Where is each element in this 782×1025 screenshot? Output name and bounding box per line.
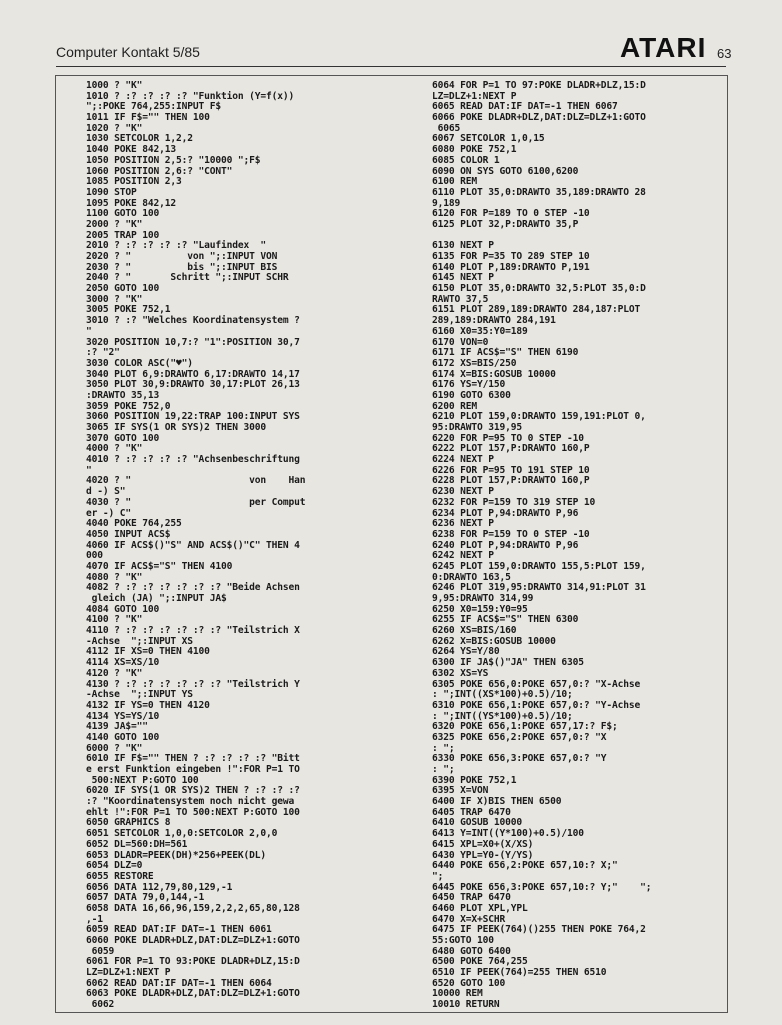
code-line: 6250 X0=159:Y0=95 bbox=[432, 603, 528, 615]
code-line: 6415 XPL=X0+(X/XS) bbox=[432, 838, 534, 850]
listing-column-right bbox=[432, 81, 722, 1011]
code-line: 6050 GRAPHICS 8 bbox=[86, 817, 171, 829]
code-line: 6390 POKE 752,1 bbox=[432, 774, 517, 786]
code-line: 6120 FOR P=189 TO 0 STEP -10 bbox=[432, 208, 590, 220]
code-line: 6052 DL=560:DH=561 bbox=[86, 838, 188, 850]
code-line: 3060 POSITION 19,22:TRAP 100:INPUT SYS bbox=[86, 411, 300, 423]
code-line: 2020 ? " von ";:INPUT VON bbox=[86, 251, 278, 262]
code-line: 3020 POSITION 10,7:? "1":POSITION 30,7 bbox=[86, 336, 300, 348]
code-line: 2050 GOTO 100 bbox=[86, 283, 160, 295]
code-line: 6400 IF X)BIS THEN 6500 bbox=[432, 796, 562, 808]
code-line: 6054 DLZ=0 bbox=[86, 860, 143, 872]
code-line: 6255 IF ACS$="S" THEN 6300 bbox=[432, 614, 579, 626]
code-line: 0:DRAWTO 163,5 bbox=[432, 571, 511, 583]
code-line: 4100 ? "K" bbox=[86, 614, 143, 626]
code-line: 2000 ? "K" bbox=[86, 218, 143, 230]
code-line: 2005 TRAP 100 bbox=[86, 229, 160, 241]
code-line: 4050 INPUT ACS$ bbox=[86, 528, 171, 540]
code-line: 6410 GOSUB 10000 bbox=[432, 817, 523, 829]
code-line: 6053 DLADR=PEEK(DH)*256+PEEK(DL) bbox=[86, 849, 267, 861]
code-line: : "; bbox=[432, 764, 455, 775]
code-line: 4020 ? " von Han bbox=[86, 475, 306, 487]
code-line: 6174 X=BIS:GOSUB 10000 bbox=[432, 368, 556, 380]
code-line: 4132 IF YS=0 THEN 4120 bbox=[86, 699, 210, 711]
code-line: 4040 POKE 764,255 bbox=[86, 518, 182, 530]
code-line: 6170 VON=0 bbox=[432, 336, 489, 348]
code-line: 6405 TRAP 6470 bbox=[432, 806, 511, 818]
code-line: 6395 X=VON bbox=[432, 785, 489, 797]
code-line: :DRAWTO 35,13 bbox=[86, 389, 160, 401]
code-line: 1095 POKE 842,12 bbox=[86, 197, 177, 209]
code-line: 2010 ? :? :? :? :? "Laufindex " bbox=[86, 240, 267, 252]
code-line: 000 bbox=[86, 550, 103, 562]
code-line: d -) S" bbox=[86, 486, 126, 498]
code-line: 6140 PLOT P,189:DRAWTO P,191 bbox=[432, 261, 590, 273]
code-line: : ";INT((YS*100)+0.5)/10; bbox=[432, 710, 573, 722]
code-line: 4140 GOTO 100 bbox=[86, 731, 160, 743]
code-line: 6061 FOR P=1 TO 93:POKE DLADR+DLZ,15:D bbox=[86, 956, 300, 968]
code-line: 4010 ? :? :? :? :? "Achsenbeschriftung bbox=[86, 454, 300, 466]
page-number: 63 bbox=[717, 46, 732, 61]
code-line: 4084 GOTO 100 bbox=[86, 603, 160, 615]
code-line: 6300 IF JA$()"JA" THEN 6305 bbox=[432, 657, 584, 669]
code-line: 6310 POKE 656,1:POKE 657,0:? "Y-Achse bbox=[432, 699, 641, 711]
code-line: 4120 ? "K" bbox=[86, 667, 143, 679]
code-line: 6246 PLOT 319,95:DRAWTO 314,91:PLOT 31 bbox=[432, 582, 646, 594]
code-line: 2030 ? " bis ";:INPUT BIS bbox=[86, 261, 278, 273]
header-rule bbox=[56, 66, 726, 67]
code-line: 1090 STOP bbox=[86, 186, 137, 198]
code-line: 6010 IF F$="" THEN ? :? :? :? :? "Bitt bbox=[86, 753, 300, 765]
listing-column-left bbox=[86, 81, 416, 1011]
code-line: 6238 FOR P=159 TO 0 STEP -10 bbox=[432, 528, 590, 540]
code-line: 6110 PLOT 35,0:DRAWTO 35,189:DRAWTO 28 bbox=[432, 186, 646, 198]
code-line: 6222 PLOT 157,P:DRAWTO 160,P bbox=[432, 443, 590, 455]
code-line: 6445 POKE 656,3:POKE 657,10:? Y;" "; bbox=[432, 881, 652, 893]
code-line: 6234 PLOT P,94:DRAWTO P,96 bbox=[432, 507, 579, 519]
code-line: 6242 NEXT P bbox=[432, 550, 494, 562]
code-line: 6135 FOR P=35 TO 289 STEP 10 bbox=[432, 251, 590, 262]
code-line: 6059 READ DAT:IF DAT=-1 THEN 6061 bbox=[86, 924, 272, 936]
code-line: 6510 IF PEEK(764)=255 THEN 6510 bbox=[432, 967, 607, 979]
code-line: 6059 bbox=[86, 945, 115, 957]
code-line: 6065 bbox=[432, 122, 461, 134]
code-line: 6228 PLOT 157,P:DRAWTO 160,P bbox=[432, 475, 590, 487]
code-line: 6460 PLOT XPL,YPL bbox=[432, 902, 528, 914]
code-line: 6320 POKE 656,1:POKE 657,17:? F$; bbox=[432, 721, 618, 733]
code-line: 1100 GOTO 100 bbox=[86, 208, 160, 220]
code-line: 3005 POKE 752,1 bbox=[86, 304, 171, 316]
code-line: 6232 FOR P=159 TO 319 STEP 10 bbox=[432, 496, 596, 508]
code-line: 6065 READ DAT:IF DAT=-1 THEN 6067 bbox=[432, 101, 618, 113]
code-line: 289,189:DRAWTO 284,191 bbox=[432, 315, 556, 327]
code-line: 4110 ? :? :? :? :? :? :? "Teilstrich X bbox=[86, 625, 300, 637]
code-line: 1085 POSITION 2,3 bbox=[86, 176, 182, 188]
code-line: 6190 GOTO 6300 bbox=[432, 389, 511, 401]
code-line: 4114 XS=XS/10 bbox=[86, 657, 160, 669]
code-line: 6100 REM bbox=[432, 176, 478, 188]
code-line: -Achse ";:INPUT YS bbox=[86, 689, 193, 701]
code-line: LZ=DLZ+1:NEXT P bbox=[86, 967, 171, 979]
code-line: 6226 FOR P=95 TO 191 STEP 10 bbox=[432, 464, 590, 476]
code-line: 6125 PLOT 32,P:DRAWTO 35,P bbox=[432, 218, 579, 230]
brand-logo: ATARI bbox=[620, 32, 707, 63]
code-line: 3059 POKE 752,0 bbox=[86, 400, 171, 412]
code-line: 1000 ? "K" bbox=[86, 80, 143, 91]
page-header bbox=[0, 30, 782, 70]
code-line: e erst Funktion eingeben !":FOR P=1 TO bbox=[86, 764, 300, 775]
code-line: 4139 JA$="" bbox=[86, 721, 148, 733]
code-line: 6090 ON SYS GOTO 6100,6200 bbox=[432, 165, 579, 177]
code-line: 10010 RETURN bbox=[432, 999, 500, 1011]
code-line: 3070 GOTO 100 bbox=[86, 432, 160, 444]
code-line: 6260 XS=BIS/160 bbox=[432, 625, 517, 637]
code-line: : ";INT((XS*100)+0.5)/10; bbox=[432, 689, 573, 701]
code-line: 3050 PLOT 30,9:DRAWTO 30,17:PLOT 26,13 bbox=[86, 379, 300, 391]
code-line: LZ=DLZ+1:NEXT P bbox=[432, 90, 517, 102]
code-line: 4080 ? "K" bbox=[86, 571, 143, 583]
code-line: 3030 COLOR ASC("♥") bbox=[86, 357, 193, 369]
code-line: 9,95:DRAWTO 314,99 bbox=[432, 593, 534, 604]
code-line: 6440 POKE 656,2:POKE 657,10:? X;" bbox=[432, 860, 618, 872]
code-line: 3040 PLOT 6,9:DRAWTO 6,17:DRAWTO 14,17 bbox=[86, 368, 300, 380]
code-line: 6145 NEXT P bbox=[432, 272, 494, 284]
code-line: 9,189 bbox=[432, 197, 461, 209]
code-line: 6450 TRAP 6470 bbox=[432, 892, 511, 904]
code-line: 6470 X=X+SCHR bbox=[432, 913, 506, 925]
code-line: 6430 YPL=Y0-(Y/YS) bbox=[432, 849, 534, 861]
code-line: 3065 IF SYS(1 OR SYS)2 THEN 3000 bbox=[86, 422, 267, 433]
code-line: 6230 NEXT P bbox=[432, 486, 494, 498]
code-line: 500:NEXT P:GOTO 100 bbox=[86, 774, 199, 786]
code-line: 4112 IF XS=0 THEN 4100 bbox=[86, 646, 210, 658]
code-line: 6245 PLOT 159,0:DRAWTO 155,5:PLOT 159, bbox=[432, 560, 646, 572]
magazine-title: Computer Kontakt 5/85 bbox=[56, 44, 200, 60]
code-line: : "; bbox=[432, 742, 455, 754]
code-line: 6500 POKE 764,255 bbox=[432, 956, 528, 968]
code-line: 4060 IF ACS$()"S" AND ACS$()"C" THEN 4 bbox=[86, 539, 300, 551]
code-line: ,-1 bbox=[86, 913, 103, 925]
code-line: 6520 GOTO 100 bbox=[432, 977, 506, 989]
code-line: 6236 NEXT P bbox=[432, 518, 494, 530]
code-line: 6057 DATA 79,0,144,-1 bbox=[86, 892, 205, 904]
code-line: 6067 SETCOLOR 1,0,15 bbox=[432, 133, 545, 145]
code-line: 6066 POKE DLADR+DLZ,DAT:DLZ=DLZ+1:GOTO bbox=[432, 112, 646, 124]
code-line: :? "2" bbox=[86, 347, 120, 359]
code-line: 6051 SETCOLOR 1,0,0:SETCOLOR 2,0,0 bbox=[86, 828, 278, 840]
code-line: 6325 POKE 656,2:POKE 657,0:? "X bbox=[432, 731, 607, 743]
code-line: 6305 POKE 656,0:POKE 657,0:? "X-Achse bbox=[432, 678, 641, 690]
code-line: 1040 POKE 842,13 bbox=[86, 144, 177, 156]
code-line: 6302 XS=YS bbox=[432, 667, 489, 679]
code-line: 6480 GOTO 6400 bbox=[432, 945, 511, 957]
code-line: 1050 POSITION 2,5:? "10000 ";F$ bbox=[86, 154, 261, 166]
code-line: 6000 ? "K" bbox=[86, 742, 143, 754]
code-line: "; bbox=[432, 870, 444, 882]
code-line: 6085 COLOR 1 bbox=[432, 154, 500, 166]
code-line: 6063 POKE DLADR+DLZ,DAT:DLZ=DLZ+1:GOTO bbox=[86, 988, 300, 1000]
code-line: 6330 POKE 656,3:POKE 657,0:? "Y bbox=[432, 753, 607, 765]
code-line: 1030 SETCOLOR 1,2,2 bbox=[86, 133, 193, 145]
code-line: 4134 YS=YS/10 bbox=[86, 710, 160, 722]
code-line: 6160 X0=35:Y0=189 bbox=[432, 325, 528, 337]
code-line: 4082 ? :? :? :? :? :? :? "Beide Achsen bbox=[86, 582, 300, 594]
code-line: 6062 READ DAT:IF DAT=-1 THEN 6064 bbox=[86, 977, 272, 989]
code-line: 6020 IF SYS(1 OR SYS)2 THEN ? :? :? :? bbox=[86, 785, 300, 797]
code-line: 4130 ? :? :? :? :? :? :? "Teilstrich Y bbox=[86, 678, 300, 690]
code-line: 95:DRAWTO 319,95 bbox=[432, 422, 523, 433]
code-line: 6171 IF ACS$="S" THEN 6190 bbox=[432, 347, 579, 359]
code-line: 3000 ? "K" bbox=[86, 293, 143, 305]
code-line: 6224 NEXT P bbox=[432, 454, 494, 466]
code-line: RAWTO 37,5 bbox=[432, 293, 489, 305]
code-line: 6130 NEXT P bbox=[432, 240, 494, 252]
code-line: 6264 YS=Y/80 bbox=[432, 646, 500, 658]
code-line: 6060 POKE DLADR+DLZ,DAT:DLZ=DLZ+1:GOTO bbox=[86, 935, 300, 946]
code-line: 1060 POSITION 2,6:? "CONT" bbox=[86, 165, 233, 177]
code-line: 6080 POKE 752,1 bbox=[432, 144, 517, 156]
code-line: gleich (JA) ";:INPUT JA$ bbox=[86, 593, 227, 604]
code-line: 2040 ? " Schritt ";:INPUT SCHR bbox=[86, 272, 289, 284]
code-line: ";:POKE 764,255:INPUT F$ bbox=[86, 101, 222, 113]
code-line: 4030 ? " per Comput bbox=[86, 496, 306, 508]
code-line: " bbox=[86, 325, 92, 337]
code-line: 1010 ? :? :? :? :? "Funktion (Y=f(x)) bbox=[86, 90, 295, 102]
code-line: 3010 ? :? "Welches Koordinatensystem ? bbox=[86, 315, 300, 327]
code-line: 6262 X=BIS:GOSUB 10000 bbox=[432, 635, 556, 647]
code-line: -Achse ";:INPUT XS bbox=[86, 635, 193, 647]
code-line: 1020 ? "K" bbox=[86, 122, 143, 134]
code-line: 6176 YS=Y/150 bbox=[432, 379, 506, 391]
code-line: 4000 ? "K" bbox=[86, 443, 143, 455]
code-line: 6210 PLOT 159,0:DRAWTO 159,191:PLOT 0, bbox=[432, 411, 646, 423]
code-line: :? "Koordinatensystem noch nicht gewa bbox=[86, 796, 295, 808]
code-line: 4070 IF ACS$="S" THEN 4100 bbox=[86, 560, 233, 572]
code-line: 6151 PLOT 289,189:DRAWTO 284,187:PLOT bbox=[432, 304, 641, 316]
code-line: er -) C" bbox=[86, 507, 132, 519]
code-line: 6240 PLOT P,94:DRAWTO P,96 bbox=[432, 539, 579, 551]
code-line: 6062 bbox=[86, 999, 115, 1011]
code-line: 6172 XS=BIS/250 bbox=[432, 357, 517, 369]
code-line: 1011 IF F$="" THEN 100 bbox=[86, 112, 210, 124]
code-line: 10000 REM bbox=[432, 988, 483, 1000]
code-line: 6055 RESTORE bbox=[86, 870, 154, 882]
code-line: 6056 DATA 112,79,80,129,-1 bbox=[86, 881, 233, 893]
code-line: 6475 IF PEEK(764)()255 THEN POKE 764,2 bbox=[432, 924, 646, 936]
code-line: 6220 FOR P=95 TO 0 STEP -10 bbox=[432, 432, 584, 444]
code-line: 6150 PLOT 35,0:DRAWTO 32,5:PLOT 35,0:D bbox=[432, 283, 646, 295]
code-line: 55:GOTO 100 bbox=[432, 935, 494, 946]
code-line: 6058 DATA 16,66,96,159,2,2,2,65,80,128 bbox=[86, 902, 300, 914]
code-line: ehlt !":FOR P=1 TO 500:NEXT P:GOTO 100 bbox=[86, 806, 300, 818]
code-line: 6064 FOR P=1 TO 97:POKE DLADR+DLZ,15:D bbox=[432, 80, 646, 91]
code-line: 6413 Y=INT((Y*100)+0.5)/100 bbox=[432, 828, 584, 840]
code-line: " bbox=[86, 464, 92, 476]
code-line: 6200 REM bbox=[432, 400, 478, 412]
